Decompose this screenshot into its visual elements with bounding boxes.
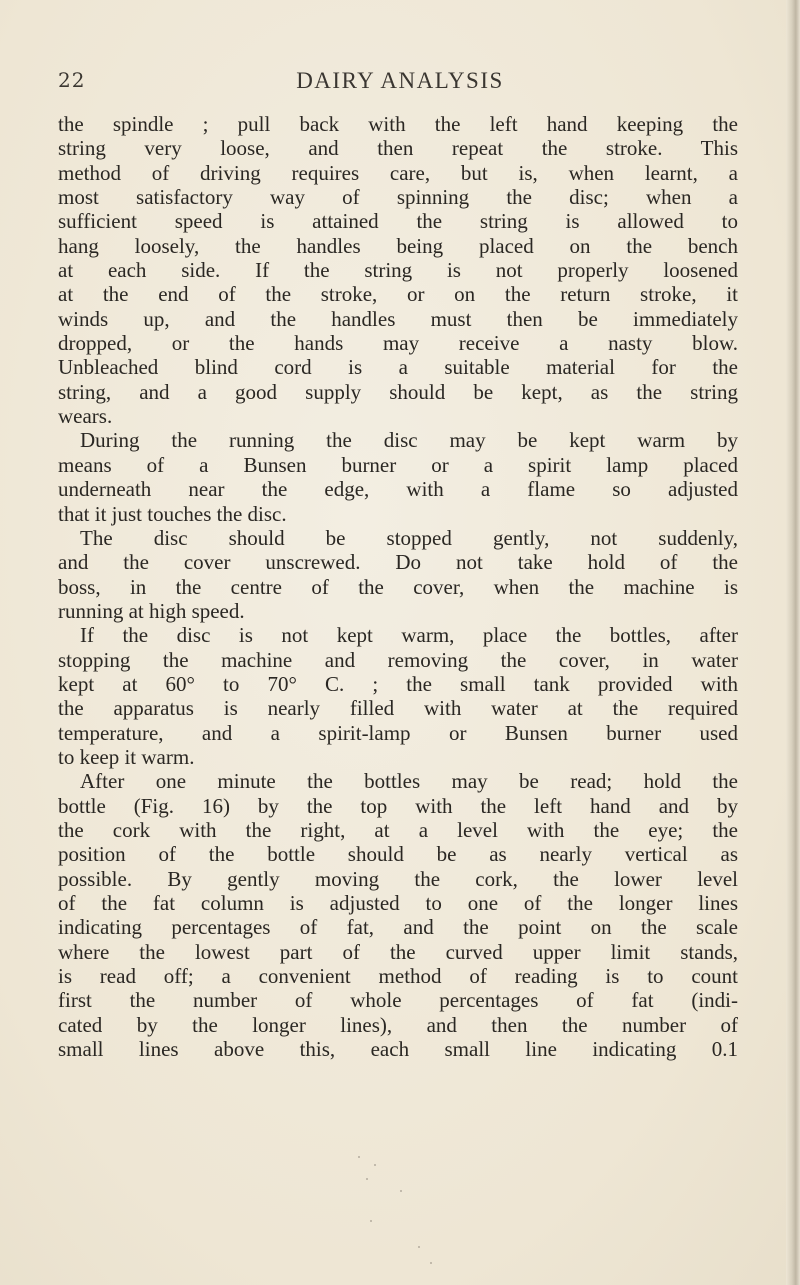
text-line: cated by the longer lines), and then the number of [58, 1012, 738, 1037]
text-line: position of the bottle should be as nearly vertical as [58, 842, 738, 867]
text-line: The disc should be stopped gently, not suddenly, [80, 525, 738, 550]
text-line: that it just touches the disc. [58, 501, 287, 526]
speck [400, 1190, 402, 1192]
text-line: to keep it warm. [58, 744, 195, 769]
text-line: sufficient speed is attained the string is allowed to [58, 209, 738, 234]
text-line: stopping the machine and removing the cover, in water [58, 647, 738, 672]
body-text [58, 112, 738, 1061]
speck [418, 1246, 420, 1248]
text-line: temperature, and a spirit-lamp or Bunsen burner used [58, 720, 738, 745]
text-line: string, and a good supply should be kept, as the string [58, 379, 738, 404]
speck [374, 1164, 376, 1166]
text-line: possible. By gently moving the cork, the lower level [58, 866, 738, 891]
page-number: 22 [58, 68, 86, 92]
text-line: indicating percentages of fat, and the point on the scale [58, 915, 738, 940]
running-head: DAIRY ANALYSIS [296, 68, 504, 93]
speck [430, 1262, 432, 1264]
speck [370, 1220, 372, 1222]
text-line: running at high speed. [58, 598, 245, 623]
text-line: winds up, and the handles must then be immediately [58, 306, 738, 331]
text-line: most satisfactory way of spinning the disc; when a [58, 185, 738, 210]
text-line: method of driving requires care, but is, when learnt, a [58, 160, 738, 185]
text-line: During the running the disc may be kept warm by [80, 428, 738, 453]
text-line: means of a Bunsen burner or a spirit lamp placed [58, 452, 738, 477]
text-line: at the end of the stroke, or on the return stroke, it [58, 282, 738, 307]
text-line: bottle (Fig. 16) by the top with the left hand and by [58, 793, 738, 818]
text-line: where the lowest part of the curved upper limit stands, [58, 939, 738, 964]
text-line: wears. [58, 404, 113, 429]
paper-specks [330, 1150, 450, 1270]
speck [366, 1178, 368, 1180]
text-line: After one minute the bottles may be read; hold the [80, 769, 738, 794]
text-line: and the cover unscrewed. Do not take hold of the [58, 550, 738, 575]
text-line: dropped, or the hands may receive a nasty blow. [58, 331, 738, 356]
page-header [0, 68, 800, 98]
text-line: kept at 60° to 70° C. ; the small tank provided with [58, 671, 738, 696]
text-line: the spindle ; pull back with the left hand keeping the [58, 112, 738, 136]
text-line: hang loosely, the handles being placed on the bench [58, 233, 738, 258]
page-edge-shadow [786, 0, 800, 1285]
text-line: at each side. If the string is not properly loosened [58, 258, 738, 283]
text-line: underneath near the edge, with a flame so adjusted [58, 477, 738, 502]
text-line: the cork with the right, at a level with the eye; the [58, 817, 738, 842]
text-line: is read off; a convenient method of reading is to count [58, 964, 738, 989]
text-line: small lines above this, each small line indicating 0.1 [58, 1037, 738, 1062]
text-line: string very loose, and then repeat the stroke. This [58, 136, 738, 161]
text-line: boss, in the centre of the cover, when the machine is [58, 574, 738, 599]
text-line: first the number of whole percentages of fat (indi- [58, 988, 738, 1013]
text-line: the apparatus is nearly filled with water at the required [58, 696, 738, 721]
text-line: of the fat column is adjusted to one of the longer lines [58, 891, 738, 915]
speck [358, 1156, 360, 1158]
text-line: If the disc is not kept warm, place the bottles, after [80, 623, 738, 648]
text-line: Unbleached blind cord is a suitable material for the [58, 355, 738, 380]
